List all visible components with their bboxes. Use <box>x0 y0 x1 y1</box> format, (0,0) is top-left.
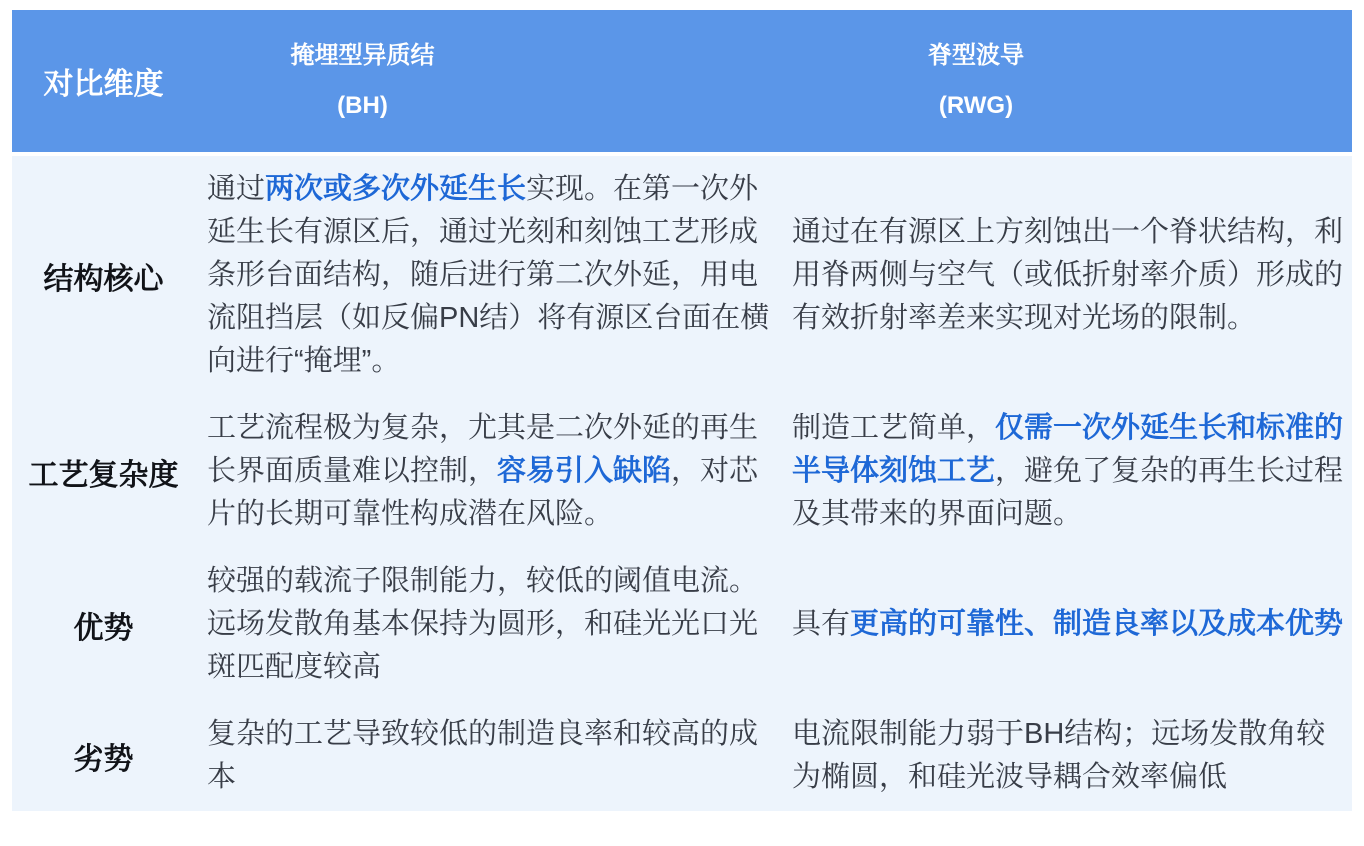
table-row-structure-core <box>12 156 1352 395</box>
header-cell-dimension: 对比维度 <box>43 68 164 101</box>
body-text: 具有 <box>792 608 851 640</box>
highlighted-text: 仅需一次外延生长和标准的半导体刻蚀工艺 <box>792 412 1344 487</box>
body-text: 通过 <box>207 173 266 205</box>
comparison-table <box>12 10 1352 811</box>
header-bh-title: 掩埋型异质结 <box>290 41 435 69</box>
table-row-process-complexity <box>12 395 1352 548</box>
row-label: 优势 <box>73 611 134 645</box>
body-text: 工艺流程极为复杂，尤其是二次外延的再生长界面质量难以控制， <box>207 412 759 487</box>
cell-rwg-structure-core <box>780 211 1352 340</box>
header-rwg-title: 脊型波导 <box>928 41 1024 69</box>
header-bh-abbr: (BH) <box>337 92 388 119</box>
body-text: 通过在有源区上方刻蚀出一个脊状结构，利用脊两侧与空气（或低折射率介质）形成的有效折射率差来实现对光场的限制。 <box>792 216 1344 334</box>
body-text: ，对芯片的长期可靠性构成潜在风险。 <box>207 455 759 530</box>
cell-bh-disadvantages <box>195 713 780 799</box>
header-cell-bh <box>195 31 780 132</box>
cell-rwg-process-complexity <box>780 407 1352 536</box>
body-text: 电流限制能力弱于BH结构；远场发散角较为椭圆，和硅光波导耦合效率偏低 <box>792 718 1326 793</box>
highlighted-text: 两次或多次外延生长 <box>265 173 527 205</box>
body-text: ，避免了复杂的再生长过程及其带来的界面问题。 <box>792 455 1344 530</box>
cell-rwg-advantages <box>780 603 1352 646</box>
table-header-row <box>12 10 1352 152</box>
body-text: 复杂的工艺导致较低的制造良率和较高的成本 <box>207 718 759 793</box>
highlighted-text: 更高的可靠性、制造良率以及成本优势 <box>850 608 1344 640</box>
body-text: 实现。在第一次外延生长有源区后，通过光刻和刻蚀工艺形成条形台面结构，随后进行第二次外延，用电流阻挡层（如反偏PN结）将有源区台面在横向进行“掩埋”。 <box>207 173 770 377</box>
cell-rwg-disadvantages <box>780 713 1352 799</box>
header-cell-rwg <box>780 31 1352 132</box>
highlighted-text: 容易引入缺陷 <box>497 455 672 487</box>
cell-bh-advantages <box>195 560 780 689</box>
row-label: 工艺复杂度 <box>28 458 179 492</box>
table-row-advantages <box>12 548 1352 701</box>
cell-bh-process-complexity <box>195 407 780 536</box>
table-row-disadvantages <box>12 701 1352 811</box>
body-text: 较强的载流子限制能力，较低的阈值电流。远场发散角基本保持为圆形，和硅光光口光斑匹配度较高 <box>207 565 759 683</box>
row-label: 结构核心 <box>43 262 164 296</box>
row-label: 劣势 <box>73 743 134 776</box>
header-rwg-abbr: (RWG) <box>938 92 1014 119</box>
table-body <box>12 156 1352 811</box>
body-text: 制造工艺简单， <box>792 412 996 444</box>
cell-bh-structure-core <box>195 168 780 383</box>
